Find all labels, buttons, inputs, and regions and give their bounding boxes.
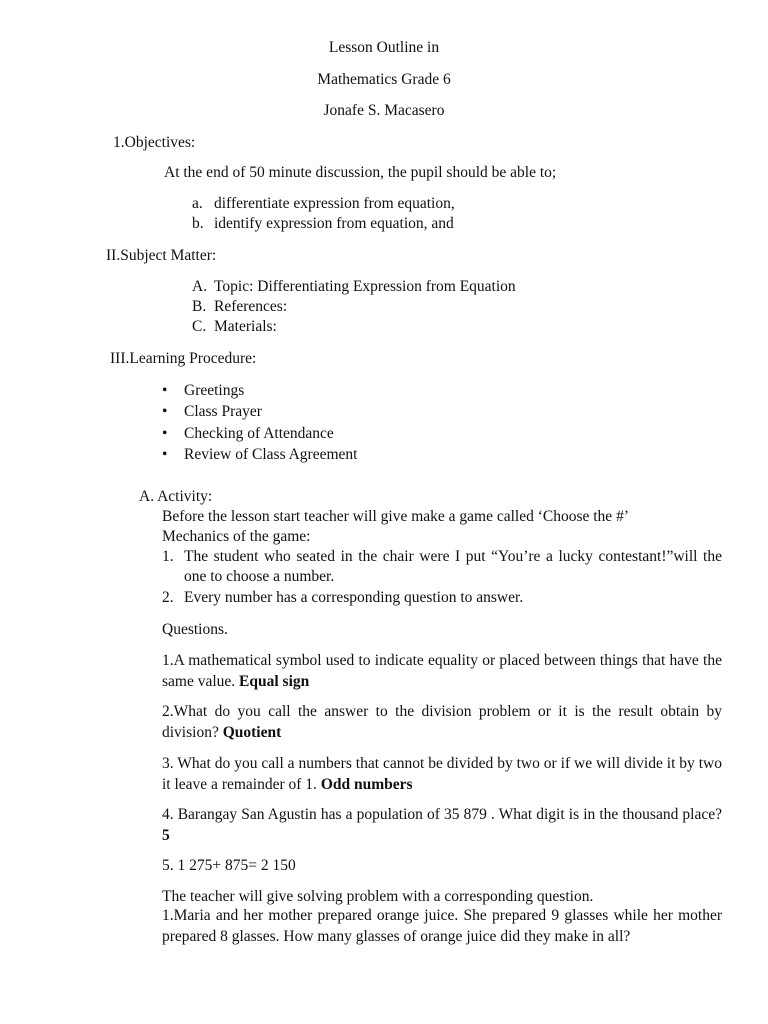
mechanics-marker: 2. (162, 589, 174, 606)
question-text: 3. What do you call a numbers that cannot be divided by two or if we will divide it by two it leave a remainder of 1. (162, 755, 722, 793)
question-item (162, 701, 722, 743)
subject-text: Materials: (214, 318, 277, 335)
bullet-item (162, 424, 334, 444)
bullet-text: Class Prayer (184, 403, 262, 420)
bullet-item (162, 445, 357, 465)
question-text: 2.What do you call the answer to the division problem or it is the result obtain by division? (162, 703, 722, 741)
objective-item (192, 214, 454, 234)
bullet-text: Checking of Attendance (184, 425, 334, 442)
objective-marker: a. (192, 195, 203, 212)
mechanics-item (162, 588, 722, 608)
solving-intro: The teacher will give solving problem with a corresponding question. (162, 888, 594, 905)
learning-procedure-heading: III.Learning Procedure: (110, 350, 257, 367)
bullet-item (162, 381, 244, 401)
bullet-icon: • (162, 425, 168, 442)
subject-marker: C. (192, 318, 207, 335)
objective-item (192, 194, 455, 214)
questions-label: Questions. (162, 621, 228, 638)
mechanics-text: The student who seated in the chair were I put “You’re a lucky contestant!”will the one to choose a number. (184, 548, 722, 585)
solving-problem: 1.Maria and her mother prepared orange juice. She prepared 9 glasses while her mother prepared 8 glasses. How many glasses of orange juice did they make in all? (162, 907, 722, 945)
bullet-item (162, 402, 262, 422)
question-answer: Equal sign (239, 673, 310, 690)
question-item (162, 650, 722, 692)
activity-heading: A. Activity: (139, 488, 213, 505)
subject-text: Topic: Differentiating Expression from Equation (214, 278, 516, 295)
objective-text: identify expression from equation, and (214, 215, 454, 232)
bullet-icon: • (162, 403, 168, 420)
question-item (162, 753, 722, 795)
subject-marker: A. (192, 278, 208, 295)
mechanics-text: Every number has a corresponding question to answer. (184, 589, 524, 606)
bullet-text: Greetings (184, 382, 245, 399)
objective-text: differentiate expression from equation, (214, 195, 455, 212)
document-title-line-2: Mathematics Grade 6 (317, 71, 451, 88)
question-text: 1.A mathematical symbol used to indicate equality or placed between things that have the same value. (162, 652, 722, 690)
document-title-line-1: Lesson Outline in (328, 39, 440, 56)
question-item (162, 804, 722, 846)
bullet-icon: • (162, 382, 168, 399)
subject-item (192, 277, 516, 297)
subject-item (192, 297, 287, 317)
objectives-heading: 1.Objectives: (113, 134, 196, 151)
subject-matter-heading: II.Subject Matter: (106, 247, 217, 264)
mechanics-item (162, 547, 722, 587)
subject-item (192, 317, 277, 337)
question-text: 4. Barangay San Agustin has a population of 35 879 . What digit is in the thousand place? (162, 806, 722, 823)
question-answer: Quotient (222, 724, 282, 741)
activity-intro: Before the lesson start teacher will give make a game called ‘Choose the #’ (162, 508, 629, 525)
subject-text: References: (214, 298, 288, 315)
subject-marker: B. (192, 298, 207, 315)
document-author: Jonafe S. Macasero (323, 102, 445, 119)
question-item (162, 855, 722, 876)
question-text: 5. 1 275+ 875= 2 150 (162, 857, 296, 874)
mechanics-label: Mechanics of the game: (162, 528, 311, 545)
mechanics-marker: 1. (162, 548, 174, 565)
bullet-icon: • (162, 446, 168, 463)
question-answer: 5 (162, 827, 170, 844)
bullet-text: Review of Class Agreement (184, 446, 358, 463)
objectives-intro: At the end of 50 minute discussion, the pupil should be able to; (164, 164, 557, 181)
question-answer: Odd numbers (320, 776, 413, 793)
objective-marker: b. (192, 215, 204, 232)
